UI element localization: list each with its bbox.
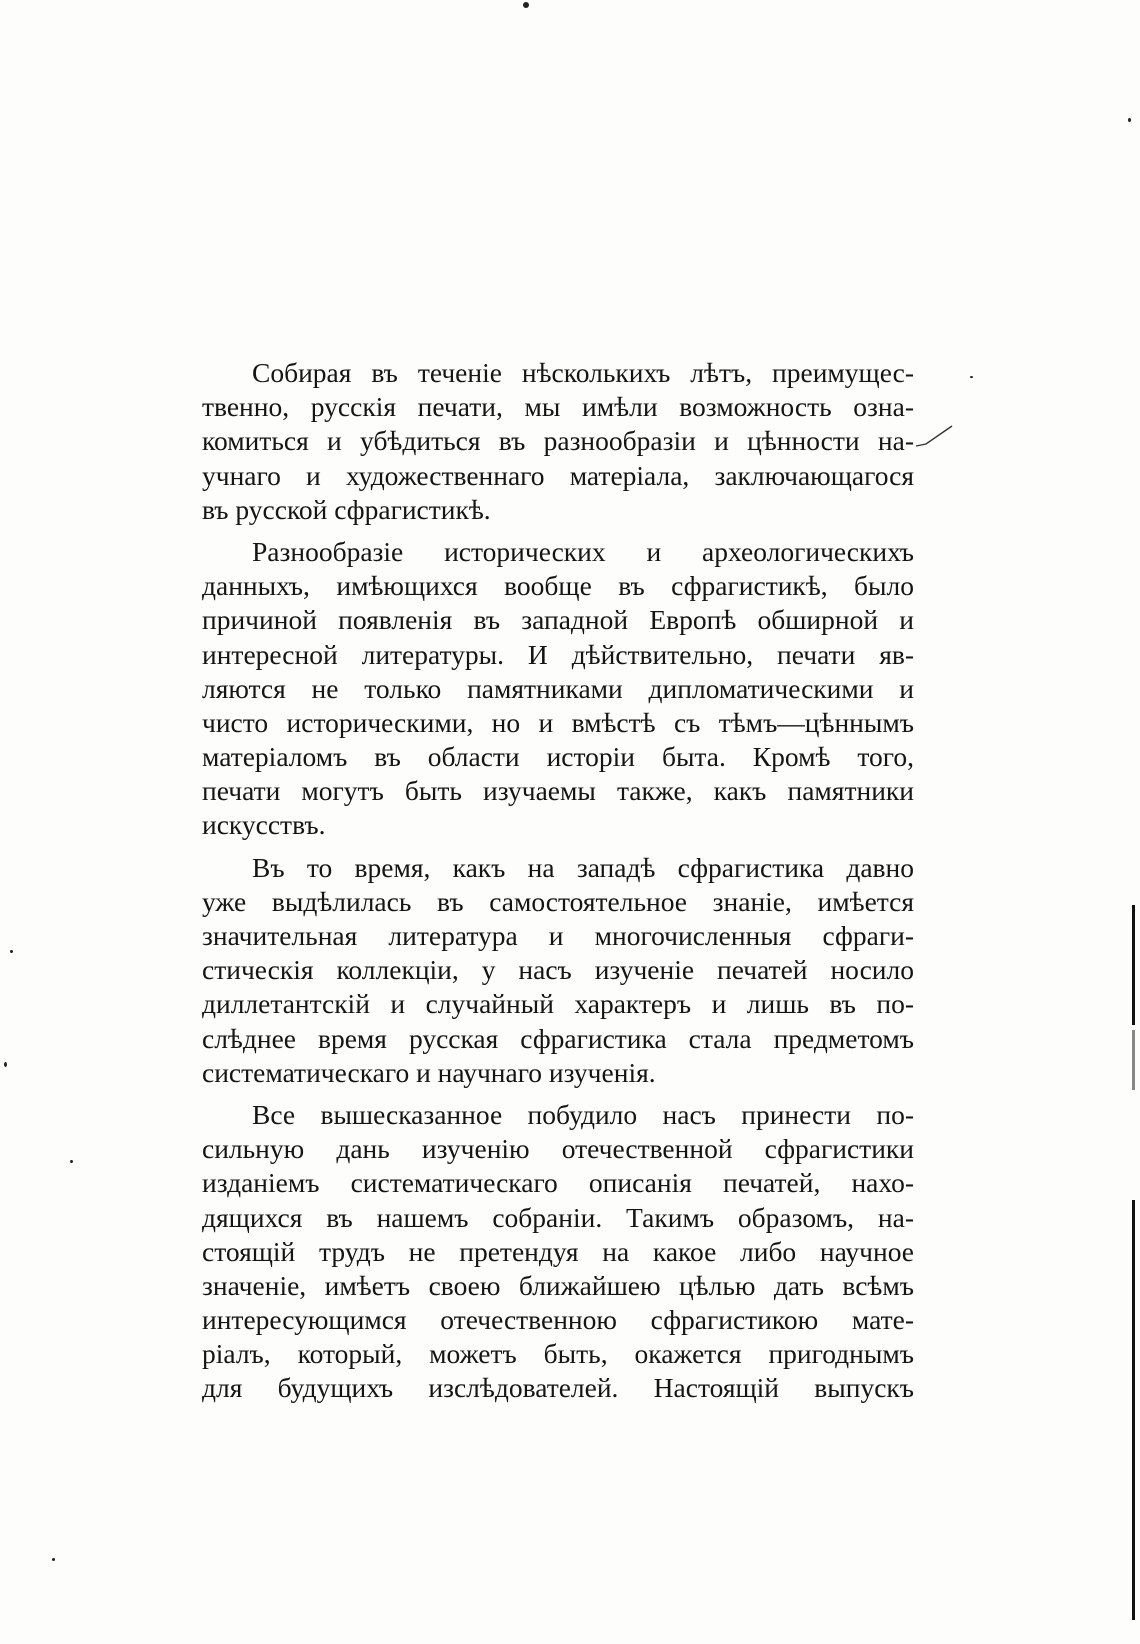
scan-speck — [970, 376, 973, 378]
text-line: интересной литературы. И дѣйствительно, печати яв- — [202, 638, 914, 670]
text-line: дящихся въ нашемъ собраніи. Такимъ образомъ, на- — [202, 1201, 914, 1233]
text-line: Все вышесказанное побудило насъ принести по- — [252, 1098, 914, 1130]
binding-edge-mark — [1132, 1030, 1135, 1090]
text-line: причиной появленія въ западной Европѣ обширной и — [202, 604, 914, 636]
scan-speck — [523, 2, 529, 8]
text-line: изданіемъ систематическаго описанія печатей, нахо- — [202, 1167, 914, 1199]
scan-speck — [70, 1160, 73, 1163]
paragraph — [202, 851, 914, 1090]
text-line: ляются не только памятниками дипломатическими и — [202, 672, 914, 704]
text-line: печати могутъ быть изучаемы также, какъ памятники — [202, 775, 914, 807]
text-line: сильную дань изученію отечественной сфрагистики — [202, 1133, 914, 1165]
text-line: Разнообразіе исторических и археологическихъ — [252, 535, 914, 567]
binding-edge-mark — [1132, 905, 1135, 1025]
text-line: искусствъ. — [202, 809, 326, 841]
text-line: значительная литература и многочисленныя сфраги- — [202, 920, 914, 951]
text-line: чисто историческими, но и вмѣстѣ съ тѣмъ—цѣннымъ — [202, 706, 914, 738]
text-line: Въ то время, какъ на западѣ сфрагистика давно — [252, 851, 914, 883]
text-line: уже выдѣлилась въ самостоятельное знаніе, имѣется — [202, 885, 914, 917]
text-line: матеріаломъ въ области исторіи быта. Кромѣ того, — [202, 741, 914, 773]
paragraph — [202, 535, 914, 843]
scan-speck — [52, 1558, 55, 1561]
scan-speck — [4, 1062, 7, 1067]
text-line: для будущихъ изслѣдователей. Настоящій выпускъ — [202, 1372, 914, 1404]
text-line: диллетантскій и случайный характеръ и лишь въ по- — [202, 988, 914, 1020]
text-line: данныхъ, имѣющихся вообще въ сфрагистикѣ, было — [202, 570, 914, 602]
text-line: ріалъ, который, можетъ быть, окажется пригоднымъ — [202, 1338, 914, 1370]
body-text — [202, 356, 914, 1406]
text-line: Собирая въ теченіе нѣсколькихъ лѣтъ, преимущес- — [252, 357, 914, 388]
text-line: въ русской сфрагистикѣ. — [202, 493, 491, 525]
text-line: учнаго и художественнаго матеріала, заключающагося — [202, 459, 914, 491]
margin-pen-mark — [914, 424, 954, 450]
binding-edge-mark — [1132, 1200, 1135, 1620]
paragraph — [202, 356, 914, 527]
text-line: значеніе, имѣетъ своею ближайшею цѣлью дать всѣмъ — [202, 1269, 914, 1301]
paragraph — [202, 1098, 914, 1406]
text-line: стоящій трудъ не претендуя на какое либо научное — [202, 1235, 914, 1267]
text-line: комиться и убѣдиться въ разнообразіи и цѣнности на- — [202, 425, 914, 457]
text-line: стическія коллекціи, у насъ изученіе печатей носило — [202, 954, 914, 986]
text-line: систематическаго и научнаго изученія. — [202, 1056, 656, 1088]
text-line: твенно, русскія печати, мы имѣли возможность озна- — [202, 391, 914, 423]
text-line: интересующимся отечественною сфрагистикою мате- — [202, 1304, 914, 1336]
scan-speck — [1128, 118, 1131, 122]
text-line: слѣднее время русская сфрагистика стала предметомъ — [202, 1022, 914, 1054]
scan-speck — [10, 950, 13, 953]
